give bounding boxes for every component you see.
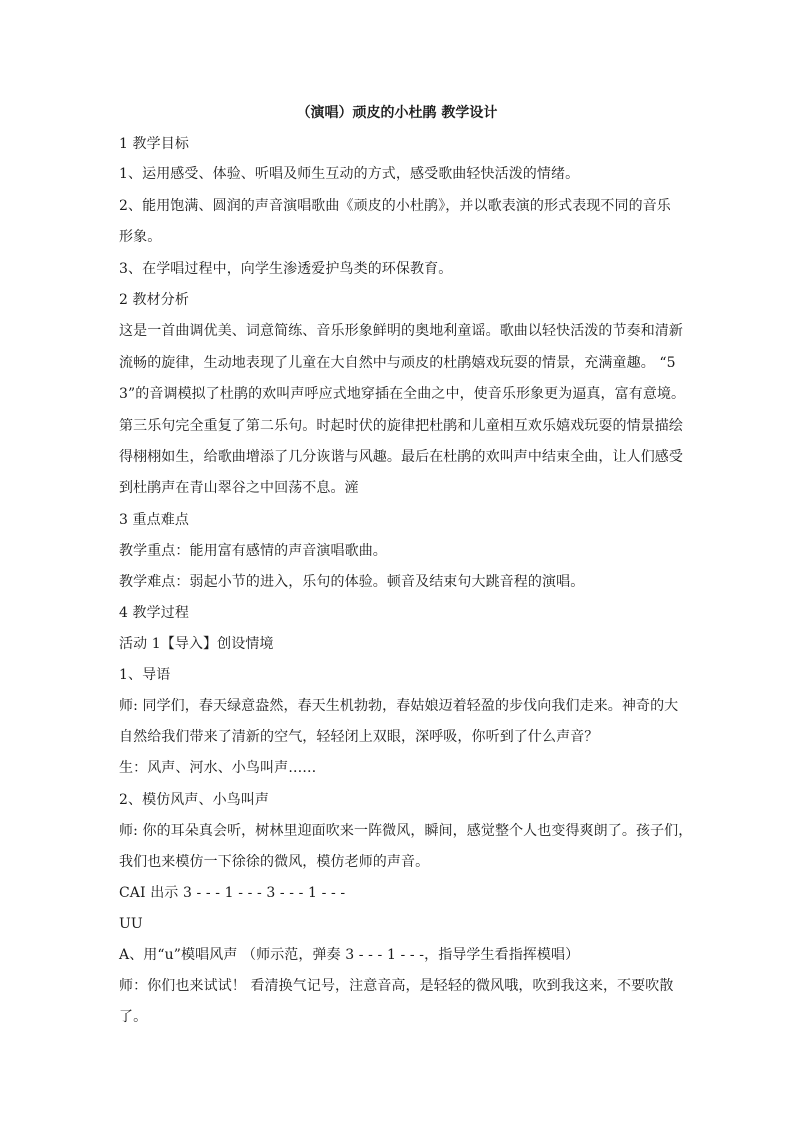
paragraph-line: 形象。 bbox=[119, 229, 162, 245]
section-heading-objectives: 1 教学目标 bbox=[119, 136, 189, 152]
paragraph-line: 了。 bbox=[119, 1009, 148, 1025]
section-heading-key-points: 3 重点难点 bbox=[119, 512, 189, 528]
paragraph-line: 3、在学唱过程中，向学生渗透爱护鸟类的环保教育。 bbox=[119, 261, 453, 277]
paragraph-line: 生：风声、河水、小鸟叫声…… bbox=[119, 760, 317, 776]
paragraph-line: UU bbox=[119, 916, 143, 932]
paragraph-line: 1、导语 bbox=[119, 667, 171, 683]
paragraph-line: 第三乐句完全重复了第二乐句。时起时伏的旋律把杜鹃和儿童相互欢乐嬉戏玩耍的情景描绘 bbox=[119, 418, 683, 434]
paragraph-line: 师: 同学们，春天绿意盎然，春天生机勃勃，春姑娘迈着轻盈的步伐向我们走来。神奇的大 bbox=[119, 698, 679, 714]
activity-heading: 活动 1【导入】创设情境 bbox=[119, 636, 274, 652]
paragraph-line: 师：你们也来试试！ 看清换气记号，注意音高，是轻轻的微风哦，吹到我这来，不要吹散 bbox=[119, 978, 674, 994]
paragraph-line: 师: 你的耳朵真会听，树林里迎面吹来一阵微风，瞬间，感觉整个人也变得爽朗了。孩子们， bbox=[119, 823, 693, 839]
section-heading-process: 4 教学过程 bbox=[119, 605, 189, 621]
paragraph-line: 流畅的旋律，生动地表现了儿童在大自然中与顽皮的杜鹃嬉戏玩耍的情景，充满童趣。 “5 bbox=[119, 355, 676, 371]
paragraph-line: 1、运用感受、体验、听唱及师生互动的方式，感受歌曲轻快活泼的情绪。 bbox=[119, 166, 580, 182]
paragraph-line: 教学难点：弱起小节的进入，乐句的体验。顿音及结束句大跳音程的演唱。 bbox=[119, 574, 585, 590]
paragraph-line: 2、模仿风声、小鸟叫声 bbox=[119, 792, 270, 808]
paragraph-line: 教学重点：能用富有感情的声音演唱歌曲。 bbox=[119, 543, 387, 559]
section-heading-analysis: 2 教材分析 bbox=[119, 292, 189, 308]
paragraph-line: CAI 出示 3 - - - 1 - - - 3 - - - 1 - - - bbox=[119, 885, 346, 901]
paragraph-line: 得栩栩如生，给歌曲增添了几分诙谐与风趣。最后在杜鹃的欢叫声中结束全曲，让人们感受 bbox=[119, 449, 683, 465]
paragraph-line: 我们也来模仿一下徐徐的微风，模仿老师的声音。 bbox=[119, 854, 430, 870]
paragraph-line: 3”的音调模拟了杜鹃的欢叫声呼应式地穿插在全曲之中，使音乐形象更为逼真，富有意境。 bbox=[119, 386, 686, 402]
paragraph-line: A、用“u”模唱风声 （师示范，弹奏 3 - - - 1 - - -，指导学生看指挥模唱） bbox=[119, 947, 580, 963]
paragraph-line: 自然给我们带来了清新的空气，轻轻闭上双眼，深呼吸，你听到了什么声音？ bbox=[119, 729, 599, 745]
document-title: （演唱）顽皮的小杜鹃 教学设计 bbox=[296, 105, 498, 121]
paragraph-line: 到杜鹃声在青山翠谷之中回荡不息。滻 bbox=[119, 480, 359, 496]
paragraph-line: 这是一首曲调优美、词意简练、音乐形象鲜明的奥地利童谣。歌曲以轻快活泼的节奏和清新 bbox=[119, 323, 683, 339]
paragraph-line: 2、能用饱满、圆润的声音演唱歌曲《顽皮的小杜鹃》，并以歌表演的形式表现不同的音乐 bbox=[119, 198, 671, 214]
